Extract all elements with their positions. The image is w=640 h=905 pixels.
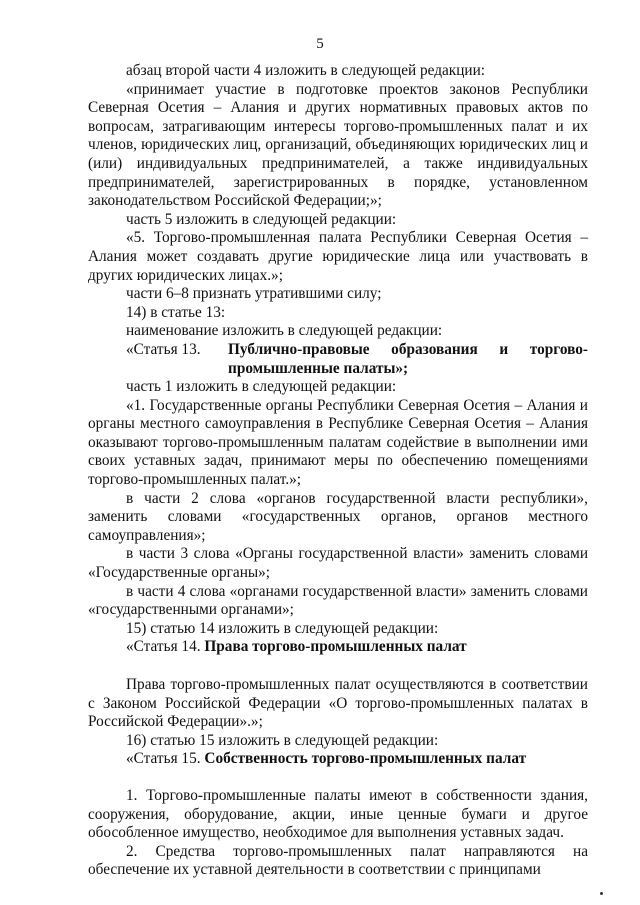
paragraph: 14) в статье 13: — [126, 303, 226, 321]
paragraph: «1. Государственные органы Республики Северная Осетия – Алания и органы местного самоуправления в Республике Северная Осетия – Алания оказывают торгово-промышленным палатам содействие в выполнении ими своих уставных задач, принимают меры по обеспечению помещениями торгово-промышленных палат.»; — [88, 396, 588, 489]
paragraph: часть 1 изложить в следующей редакции: — [126, 378, 397, 396]
article-13-heading — [88, 341, 588, 378]
paragraph: часть 5 изложить в следующей редакции: — [126, 210, 397, 228]
scan-speck — [600, 892, 603, 895]
paragraph: в части 2 слова «органов государственной власти республики», заменить словами «государственных органов, органов местного самоуправления»; — [88, 489, 588, 544]
article-13-title-line-1: Публично-правовые образования и торгово- — [228, 340, 588, 358]
document-body — [88, 62, 588, 880]
paragraph: «принимает участие в подготовке проектов законов Республики Северная Осетия – Алания и других нормативных правовых актов по вопросам, затрагивающим интересы торгово-промышленных палат и их членов, юридических лиц, организаций, объединяющих юридических лиц и (или) индивидуальных предпринимателей, а также индивидуальных предпринимателей, зарегистрированных в порядке, установленном законодательством Российской Федерации;»; — [88, 80, 588, 210]
paragraph: в части 4 слова «органами государственной власти» заменить словами «государственными органами»; — [88, 582, 588, 619]
page-number: 5 — [316, 36, 324, 52]
article-14-lead: «Статья 14. — [126, 638, 205, 656]
article-13-lead: «Статья 13. — [126, 340, 201, 358]
article-13-title-line-2: промышленные палаты»; — [228, 359, 409, 377]
article-15-heading — [88, 750, 588, 769]
blank-line — [88, 657, 588, 676]
paragraph: 15) статью 14 изложить в следующей редакции: — [126, 619, 439, 637]
blank-line — [88, 769, 588, 787]
paragraph: «5. Торгово-промышленная палата Республики Северная Осетия – Алания может создавать другие юридические лица или участвовать в других юридических лицах.»; — [88, 229, 588, 284]
article-14-heading — [88, 638, 588, 657]
article-15-lead: «Статья 15. — [126, 750, 205, 768]
article-14-title: Права торгово-промышленных палат — [204, 638, 467, 656]
paragraph: 2. Средства торгово-промышленных палат направляются на обеспечение их уставной деятельности в соответствии с принципами — [88, 842, 588, 879]
paragraph: 1. Торгово-промышленные палаты имеют в собственности здания, сооружения, оборудование, акции, иные ценные бумаги и другое обособленное имущество, необходимое для выполнения уставных задач. — [88, 786, 588, 842]
paragraph: части 6–8 признать утратившими силу; — [126, 285, 382, 303]
paragraph: Права торгово-промышленных палат осуществляются в соответствии с Законом Российской Федерации «О торгово-промышленных палатах в Российской Федерации».»; — [88, 676, 588, 731]
paragraph: в части 3 слова «Органы государственной власти» заменить словами «Государственные органы»; — [88, 545, 588, 582]
article-15-title: Собственность торгово-промышленных палат — [204, 750, 527, 768]
paragraph: наименование изложить в следующей редакции: — [126, 322, 443, 340]
paragraph: 16) статью 15 изложить в следующей редакции: — [126, 731, 439, 749]
article-13-title — [228, 341, 588, 378]
paragraph: абзац второй части 4 изложить в следующей редакции: — [126, 62, 486, 79]
